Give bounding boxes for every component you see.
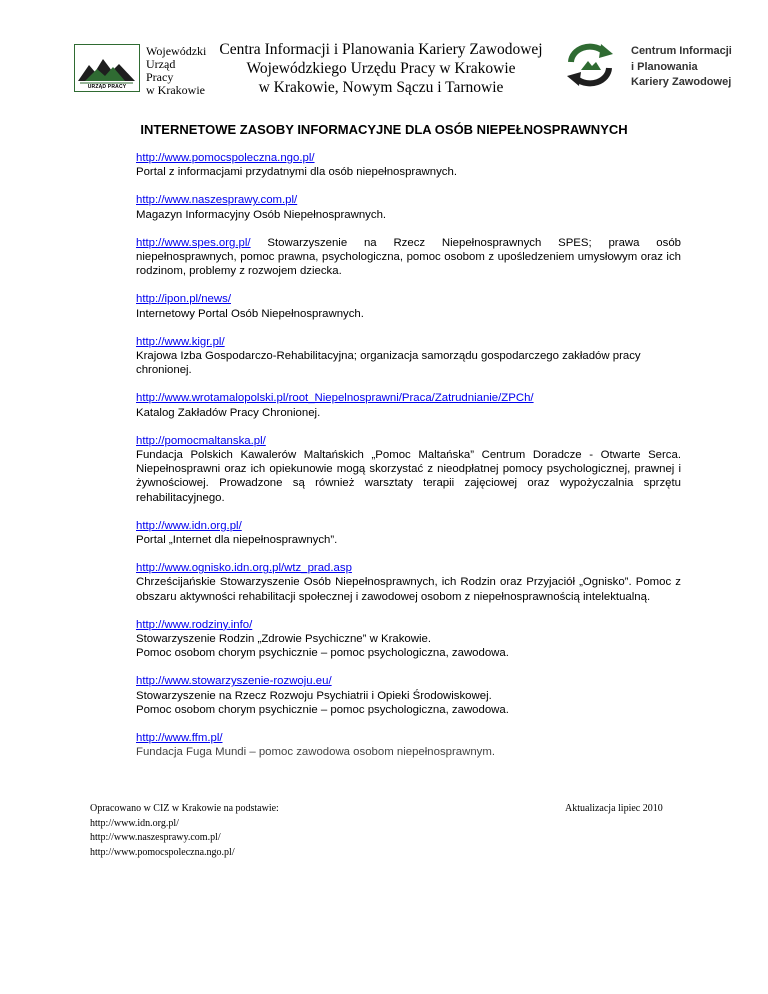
list-item xyxy=(136,151,681,179)
resource-link[interactable]: http://www.pomocspoleczna.ngo.pl/ xyxy=(136,152,315,164)
logo-line: Urząd xyxy=(146,57,176,71)
footer-line: http://www.naszesprawy.com.pl/ xyxy=(90,832,221,843)
resource-description: Stowarzyszenie Rodzin „Zdrowie Psychiczne” w Krakowie. xyxy=(136,633,431,646)
resource-link[interactable]: http://www.rodziny.info/ xyxy=(136,618,253,631)
resource-description: Portal „Internet dla niepełnosprawnych”. xyxy=(136,534,338,547)
list-item xyxy=(136,731,681,759)
resource-description: Portal z informacjami przydatnymi dla osób niepełnosprawnych. xyxy=(136,166,457,179)
wup-logo xyxy=(74,44,140,92)
footer-sources xyxy=(90,802,279,860)
resource-link[interactable]: http://www.ffm.pl/ xyxy=(136,732,223,745)
list-item xyxy=(136,618,681,661)
ciz-logo xyxy=(561,42,619,88)
list-item xyxy=(136,561,681,604)
resource-description: Stowarzyszenie na Rzecz Niepełnosprawnych SPES; prawa osób niepełnosprawnych, pomoc prawna, psychologiczna, pomoc osobom z upośledzeniem umysłowym oraz ich rodzinom, problemy z rozwojem dziecka. xyxy=(136,236,681,278)
resource-link[interactable]: http://www.kigr.pl/ xyxy=(136,335,225,348)
page-title: INTERNETOWE ZASOBY INFORMACYJNE DLA OSÓB NIEPEŁNOSPRAWNYCH xyxy=(140,122,628,137)
resource-link[interactable]: http://ipon.pl/news/ xyxy=(136,293,231,306)
resource-link[interactable]: http://www.naszesprawy.com.pl/ xyxy=(136,194,298,207)
resource-description: Fundacja Fuga Mundi – pomoc zawodowa osobom niepełnosprawnym. xyxy=(136,746,496,759)
resource-description: Krajowa Izba Gospodarczo-Rehabilitacyjna; organizacja samorządu gospodarczego zakładów pracy chronionej. xyxy=(136,350,641,377)
resource-description: Fundacja Polskich Kawalerów Maltańskich „Pomoc Maltańska” Centrum Doradcze - Otwarte Serca. Niepełnosprawni oraz ich opiekunowie mogą skorzystać z nieodpłatnej pomocy psychologicznej, prawnej i żywnościowej. Prowadzone są również warsztaty terapii zajęciowej oraz wypożyczalnia sprzętu rehabilitacyjnego. xyxy=(136,449,681,504)
resource-list xyxy=(136,151,681,760)
ciz-logo-text xyxy=(631,44,732,91)
resource-link[interactable]: http://www.spes.org.pl/ xyxy=(136,236,251,249)
list-item xyxy=(136,292,681,320)
resource-link[interactable]: http://pomocmaltanska.pl/ xyxy=(136,434,266,447)
list-item xyxy=(136,519,681,547)
page-header xyxy=(0,34,768,104)
logo-line: w Krakowie xyxy=(146,83,205,97)
resource-link[interactable]: http://www.stowarzyszenie-rozwoju.eu/ xyxy=(136,675,332,688)
list-item xyxy=(136,335,681,378)
list-item xyxy=(136,236,681,279)
footer-line: Opracowano w CIZ w Krakowie na podstawie: xyxy=(90,803,279,814)
resource-description: Internetowy Portal Osób Niepełnosprawnych. xyxy=(136,307,364,320)
header-line: w Krakowie, Nowym Sączu i Tarnowie xyxy=(258,79,504,96)
resource-link[interactable]: http://www.wrotamalopolski.pl/root_Niepelnosprawni/Praca/Zatrudnianie/ZPCh/ xyxy=(136,392,534,405)
footer-line: http://www.pomocspoleczna.ngo.pl/ xyxy=(90,846,235,858)
resource-description: Pomoc osobom chorym psychicznie – pomoc psychologiczna, zawodowa. xyxy=(136,703,509,716)
logo-caption: URZĄD PRACY xyxy=(87,84,127,90)
recycle-arrows-icon xyxy=(561,42,619,88)
logo-line: Centrum Informacji xyxy=(631,45,732,57)
update-date: Aktualizacja lipiec 2010 xyxy=(565,803,663,814)
header-center-title xyxy=(214,40,548,97)
list-item xyxy=(136,193,681,221)
resource-description: Stowarzyszenie na Rzecz Rozwoju Psychiatrii i Opieki Środowiskowej. xyxy=(136,689,492,702)
logo-line: Wojewódzki xyxy=(146,44,207,58)
list-item xyxy=(136,434,681,505)
list-item xyxy=(136,674,681,717)
header-line: Centra Informacji i Planowania Kariery Zawodowej xyxy=(219,41,543,58)
resource-description: Magazyn Informacyjny Osób Niepełnosprawnych. xyxy=(136,208,387,221)
header-line: Wojewódzkiego Urzędu Pracy w Krakowie xyxy=(246,60,516,77)
list-item xyxy=(136,391,681,419)
resource-description: Pomoc osobom chorym psychicznie – pomoc psychologiczna, zawodowa. xyxy=(136,647,509,660)
resource-link[interactable]: http://www.idn.org.pl/ xyxy=(136,519,242,532)
logo-line: i Planowania xyxy=(631,60,698,73)
wup-logo-text xyxy=(146,45,206,97)
resource-description: Chrześcijańskie Stowarzyszenie Osób Niepełnosprawnych, ich Rodzin oraz Przyjaciół „Ognisko”. Pomoc z obszaru aktywności rehabilitacji społecznej i zawodowej osobom z niepełnosprawnością intelektualną. xyxy=(136,576,681,603)
footer-line: http://www.idn.org.pl/ xyxy=(90,817,179,829)
resource-description: Katalog Zakładów Pracy Chronionej. xyxy=(136,406,321,419)
resource-link[interactable]: http://www.ognisko.idn.org.pl/wtz_prad.asp xyxy=(136,562,352,575)
logo-line: Pracy xyxy=(146,70,174,84)
logo-line: Kariery Zawodowej xyxy=(631,76,732,88)
